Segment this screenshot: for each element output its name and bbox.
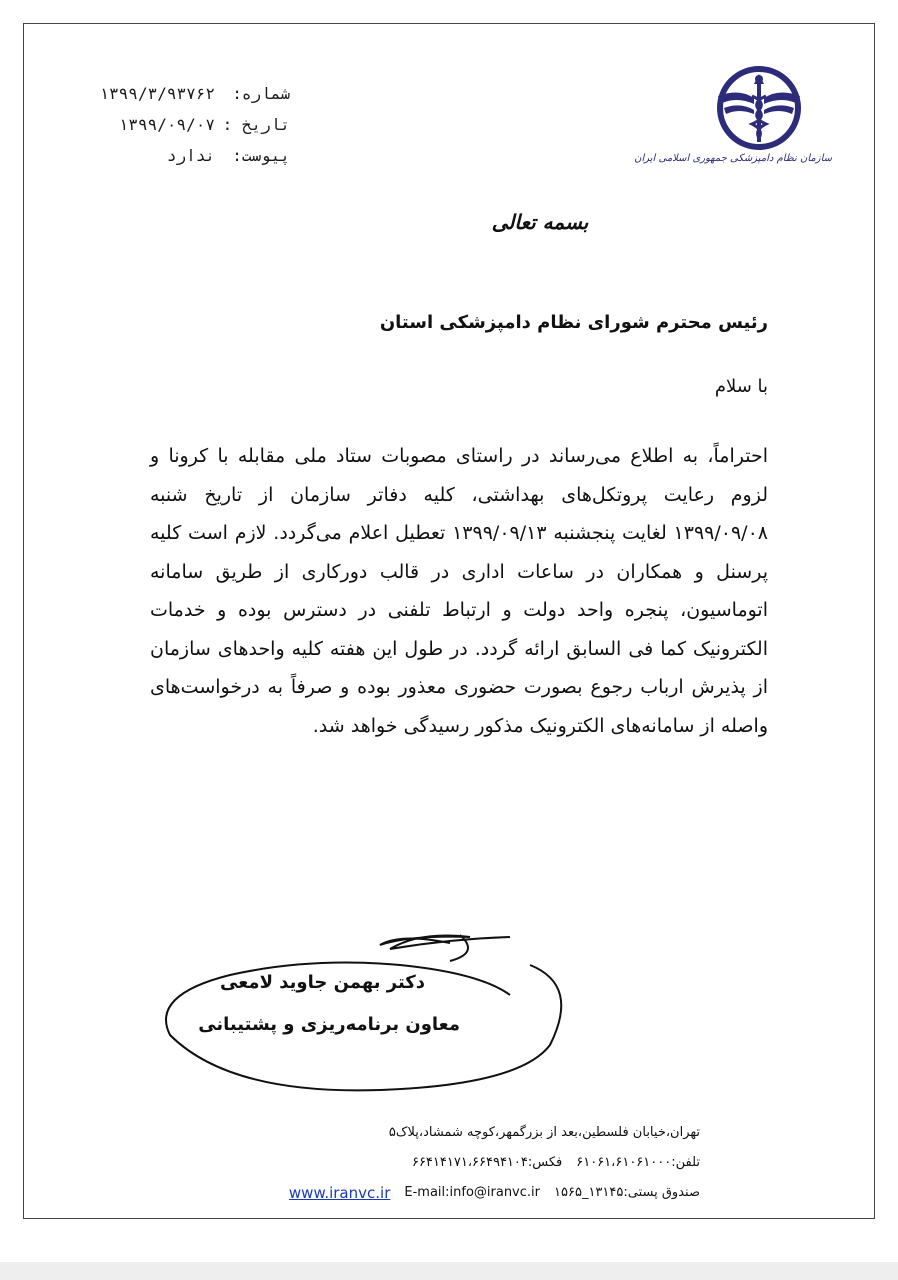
footer-phone: تلفن:۶۱۰۶۱،۶۱۰۶۱۰۰۰ bbox=[576, 1155, 700, 1170]
website-link[interactable]: www.iranvc.ir bbox=[288, 1184, 391, 1202]
signature-scribble bbox=[150, 925, 590, 1095]
recipient: رئیس محترم شورای نظام دامپزشکی استان bbox=[379, 312, 768, 333]
letter-footer bbox=[180, 1118, 700, 1208]
letter-body: احتراماً، به اطلاع می‌رساند در راستای مصوبات ستاد ملی مقابله با کرونا و لزوم رعایت پروتکل‌های بهداشتی، کلیه دفاتر سازمان از تاریخ شنبه ۱۳۹۹/۰۹/۰۸ لغایت پنجشنبه ۱۳۹۹/۰۹/۱۳ تعطیل اعلام می‌گردد. لازم است کلیه پرسنل و همکاران در ساعات اداری در قالب دورکاری از طریق سامانه اتوماسیون، پنجره واحد دولت و ارتباط تلفنی در دسترس بوده و خدمات الکترونیک کما فی السابق ارائه گردد. در طول این هفته کلیه واحدهای سازمان از پذیرش ارباب رجوع بصورت حضوری معذور بوده و صرفاً به درخواست‌های واصله از سامانه‌های الکترونیک مذکور رسیدگی خواهد شد. bbox=[150, 445, 768, 737]
signer-title: معاون برنامه‌ریزی و پشتیبانی bbox=[198, 1014, 460, 1035]
date-value: ۱۳۹۹/۰۹/۰۷ bbox=[118, 115, 215, 134]
footer-fax: فکس:۶۶۴۱۴۱۷۱،۶۶۴۹۴۱۰۴ bbox=[411, 1155, 563, 1170]
number-value: ۱۳۹۹/۳/۹۳۷۶۲ bbox=[99, 84, 215, 103]
footer-po-box: صندوق پستی:۱۳۱۴۵_۱۵۶۵ bbox=[554, 1185, 700, 1200]
signer-name: دکتر بهمن جاوید لامعی bbox=[220, 972, 425, 993]
invocation-heading: بسمه تعالی bbox=[491, 210, 589, 234]
letter-attachment-row bbox=[70, 140, 290, 171]
footer-phone-fax bbox=[180, 1148, 700, 1178]
footer-address: تهران،خیابان فلسطین،بعد از بزرگمهر،کوچه شمشاد،پلاک۵ bbox=[388, 1125, 700, 1140]
attachment-value: ندارد bbox=[166, 146, 215, 165]
letter-date-row bbox=[70, 109, 290, 140]
letter-number-row bbox=[70, 78, 290, 109]
date-label: تاریخ : bbox=[222, 115, 290, 134]
bottom-margin bbox=[0, 1262, 898, 1280]
footer-email[interactable]: E-mail:info@iranvc.ir bbox=[404, 1185, 540, 1200]
footer-contact-web bbox=[180, 1178, 700, 1208]
letter-meta bbox=[70, 78, 290, 171]
caduceus-wings-emblem-icon bbox=[714, 66, 804, 150]
attachment-label: پیوست: bbox=[232, 146, 290, 165]
organization-name: سازمان نظام دامپزشکی جمهوری اسلامی ایران bbox=[634, 153, 832, 164]
greeting: با سلام bbox=[714, 376, 768, 397]
number-label: شماره: bbox=[232, 84, 290, 103]
